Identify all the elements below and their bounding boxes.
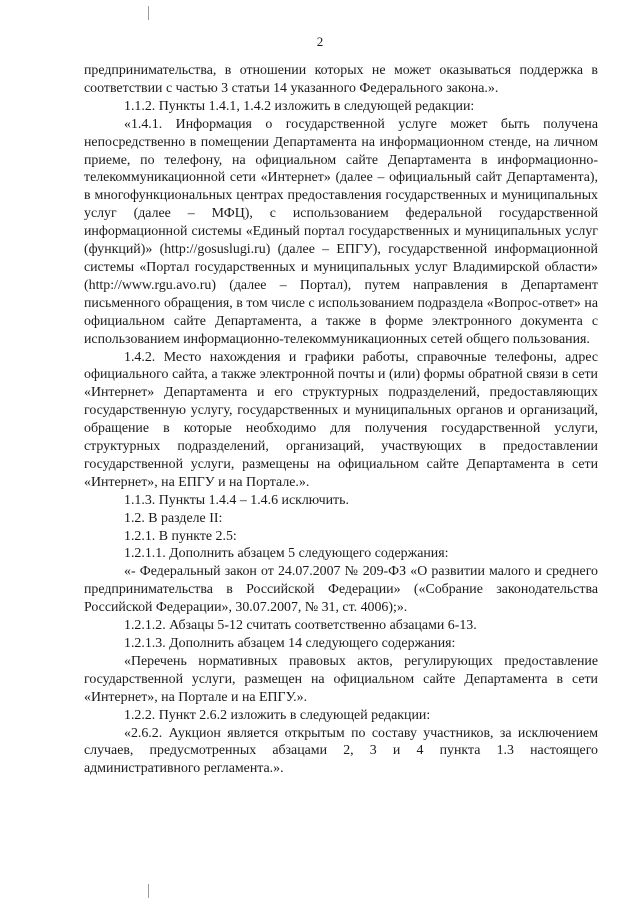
paragraph-1-1-3: 1.1.3. Пункты 1.4.4 – 1.4.6 исключить. bbox=[124, 492, 349, 508]
paragraph-1-1-2: 1.1.2. Пункты 1.4.1, 1.4.2 изложить в следующей редакции: bbox=[124, 98, 475, 114]
document-body bbox=[84, 62, 598, 778]
page-number: 2 bbox=[316, 34, 324, 49]
paragraph-1-4-1: «1.4.1. Информация о государственной услуге может быть получена непосредственно в помещении Департамента на информационном стенде, на личном приеме, по телефону, на официальном сайте Департамента в информационно-телекоммуникационной сети «Интернет» (далее – официальный сайт Департамента), в многофункциональных центрах предоставления государственных и муниципальных услуг (далее – МФЦ), с использованием федеральной государственной информационной системы «Единый портал государственных и муниципальных услуг (функций)» (http://gosuslugi.ru) (далее – ЕПГУ), государственной информационной системы «Портал государственных и муниципальных услуг Владимирской области» (http://www.rgu.avo.ru) (далее – Портал), путем направления в Департамент письменного обращения, в том числе с использованием подраздела «Вопрос-ответ» на официальном сайте Департамента, а также в форме электронного документа с использованием информационно-телекоммуникационных сетей общего пользования. bbox=[84, 116, 598, 347]
paragraph-federal-law: «- Федеральный закон от 24.07.2007 № 209-ФЗ «О развитии малого и среднего предпринимательства в Российской Федерации» («Собрание законодательства Российской Федерации», 30.07.2007, № 31, ст. 4006);». bbox=[84, 564, 598, 616]
paragraph-continuation: предпринимательства, в отношении которых не может оказываться поддержка в соответствии с частью 3 статьи 14 указанного Федерального закона.». bbox=[84, 63, 598, 96]
paragraph-1-2-1-2: 1.2.1.2. Абзацы 5-12 считать соответственно абзацами 6-13. bbox=[124, 618, 477, 634]
paragraph-1-2-1-3: 1.2.1.3. Дополнить абзацем 14 следующего содержания: bbox=[124, 636, 456, 651]
paragraph-1-2-1: 1.2.1. В пункте 2.5: bbox=[124, 528, 237, 544]
scan-mark-top bbox=[148, 6, 149, 20]
paragraph-1-2: 1.2. В разделе II: bbox=[124, 510, 223, 526]
paragraph-1-2-2: 1.2.2. Пункт 2.6.2 изложить в следующей редакции: bbox=[124, 707, 431, 723]
paragraph-1-2-1-1: 1.2.1.1. Дополнить абзацем 5 следующего содержания: bbox=[124, 546, 449, 562]
paragraph-regulations-list: «Перечень нормативных правовых актов, регулирующих предоставление государственной услуги, размещен на официальном сайте Департамента в сети «Интернет», на Портале и на ЕПГУ.». bbox=[84, 653, 598, 705]
scan-mark-bottom bbox=[148, 884, 149, 898]
paragraph-1-4-2: 1.4.2. Место нахождения и графики работы, справочные телефоны, адрес официального сайта, а также электронной почты и (или) формы обратной связи в сети «Интернет» Департамента и его структурных подразделений, предоставляющих государственную услугу, государственных и муниципальных органов и организаций, обращение в которые необходимо для получения государственной услуги, структурных подразделений, организаций, участвующих в предоставлении государственной услуги, размещены на официальном сайте Департамента в сети «Интернет», на ЕПГУ и на Портале.». bbox=[84, 349, 598, 490]
paragraph-2-6-2: «2.6.2. Аукцион является открытым по составу участников, за исключением случаев, предусмотренных абзацами 2, 3 и 4 пункта 1.3 настоящего административного регламента.». bbox=[84, 725, 598, 777]
